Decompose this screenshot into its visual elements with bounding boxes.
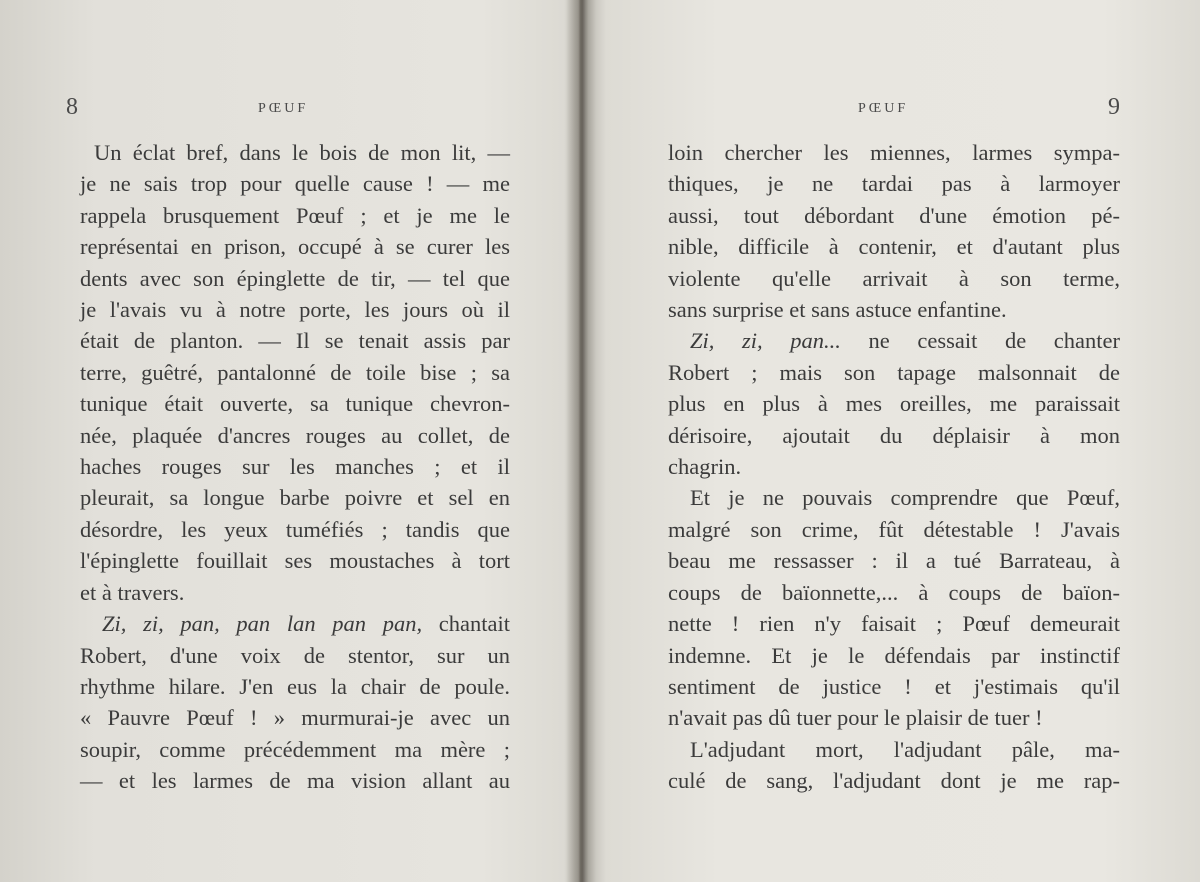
text-line: nible, difficile à contenir, et d'autant plus (668, 234, 1120, 260)
text-line: violente qu'elle arrivait à son terme, (668, 265, 1120, 291)
text-line: je ne sais trop pour quelle cause ! — me (80, 171, 510, 197)
text-line: n'avait pas dû tuer pour le plaisir de tuer ! (668, 705, 1043, 731)
text-line: Zi, zi, pan... ne cessait de chanter (690, 328, 1121, 354)
text-line: culé de sang, l'adjudant dont je me rap- (668, 768, 1120, 794)
text-line: soupir, comme précédemment ma mère ; (80, 736, 510, 762)
text-line: Zi, zi, pan, pan lan pan pan, chantait (102, 611, 511, 637)
running-head-right: PŒUF (858, 101, 909, 116)
book-gutter (566, 0, 596, 882)
text-line: « Pauvre Pœuf ! » murmurai-je avec un (80, 705, 510, 731)
text-line: indemne. Et je le défendais par instinctif (668, 642, 1120, 668)
text-line: L'adjudant mort, l'adjudant pâle, ma- (690, 736, 1120, 762)
text-line: sentiment de justice ! et j'estimais qu'il (668, 673, 1120, 699)
text-line: et à travers. (80, 579, 185, 605)
text-line: terre, guêtré, pantalonné de toile bise ; sa (80, 359, 510, 385)
text-line: désordre, les yeux tuméfiés ; tandis que (80, 516, 510, 542)
text-line: pleurait, sa longue barbe poivre et sel en (80, 485, 510, 511)
page-number-right: 9 (1108, 94, 1120, 120)
text-line: — et les larmes de ma vision allant au (80, 768, 510, 794)
text-line: Robert ; mais son tapage malsonnait de (668, 359, 1120, 385)
text-line: rhythme hilare. J'en eus la chair de poule. (80, 673, 510, 699)
running-head-left: PŒUF (258, 101, 309, 116)
text-line: dents avec son épinglette de tir, — tel que (80, 265, 510, 291)
text-line: malgré son crime, fût détestable ! J'avais (668, 516, 1120, 542)
text-line: thiques, je ne tardai pas à larmoyer (668, 171, 1120, 197)
text-line: l'épinglette fouillait ses moustaches à tort (80, 548, 510, 574)
left-page (0, 0, 566, 882)
text-line: née, plaquée d'ancres rouges au collet, de (80, 422, 510, 448)
text-line: était de planton. — Il se tenait assis par (80, 328, 510, 354)
text-line: Un éclat bref, dans le bois de mon lit, — (94, 140, 510, 165)
text-line: aussi, tout débordant d'une émotion pé- (668, 202, 1120, 228)
text-line: tunique était ouverte, sa tunique chevron- (80, 391, 510, 417)
text-line: coups de baïonnette,... à coups de baïon- (668, 579, 1120, 605)
right-page-body (668, 137, 1120, 797)
text-line: sans surprise et sans astuce enfantine. (668, 297, 1007, 323)
text-line: je l'avais vu à notre porte, les jours où il (80, 297, 510, 323)
left-page-body (80, 137, 510, 797)
text-line: rappela brusquement Pœuf ; et je me le (80, 202, 510, 228)
text-line: haches rouges sur les manches ; et il (80, 454, 510, 480)
text-line: loin chercher les miennes, larmes sympa- (668, 140, 1120, 165)
text-line: plus en plus à mes oreilles, me paraissait (668, 391, 1120, 417)
text-line: beau me ressasser : il a tué Barrateau, à (668, 548, 1120, 574)
text-line: chagrin. (668, 454, 742, 480)
page-number-left: 8 (66, 94, 78, 120)
right-page (596, 0, 1200, 882)
text-line: dérisoire, ajoutait du déplaisir à mon (668, 422, 1120, 448)
text-line: représentai en prison, occupé à se curer les (80, 234, 510, 260)
text-line: nette ! rien n'y faisait ; Pœuf demeurait (668, 611, 1120, 637)
text-line: Robert, d'une voix de stentor, sur un (80, 642, 510, 668)
text-line: Et je ne pouvais comprendre que Pœuf, (690, 485, 1120, 511)
